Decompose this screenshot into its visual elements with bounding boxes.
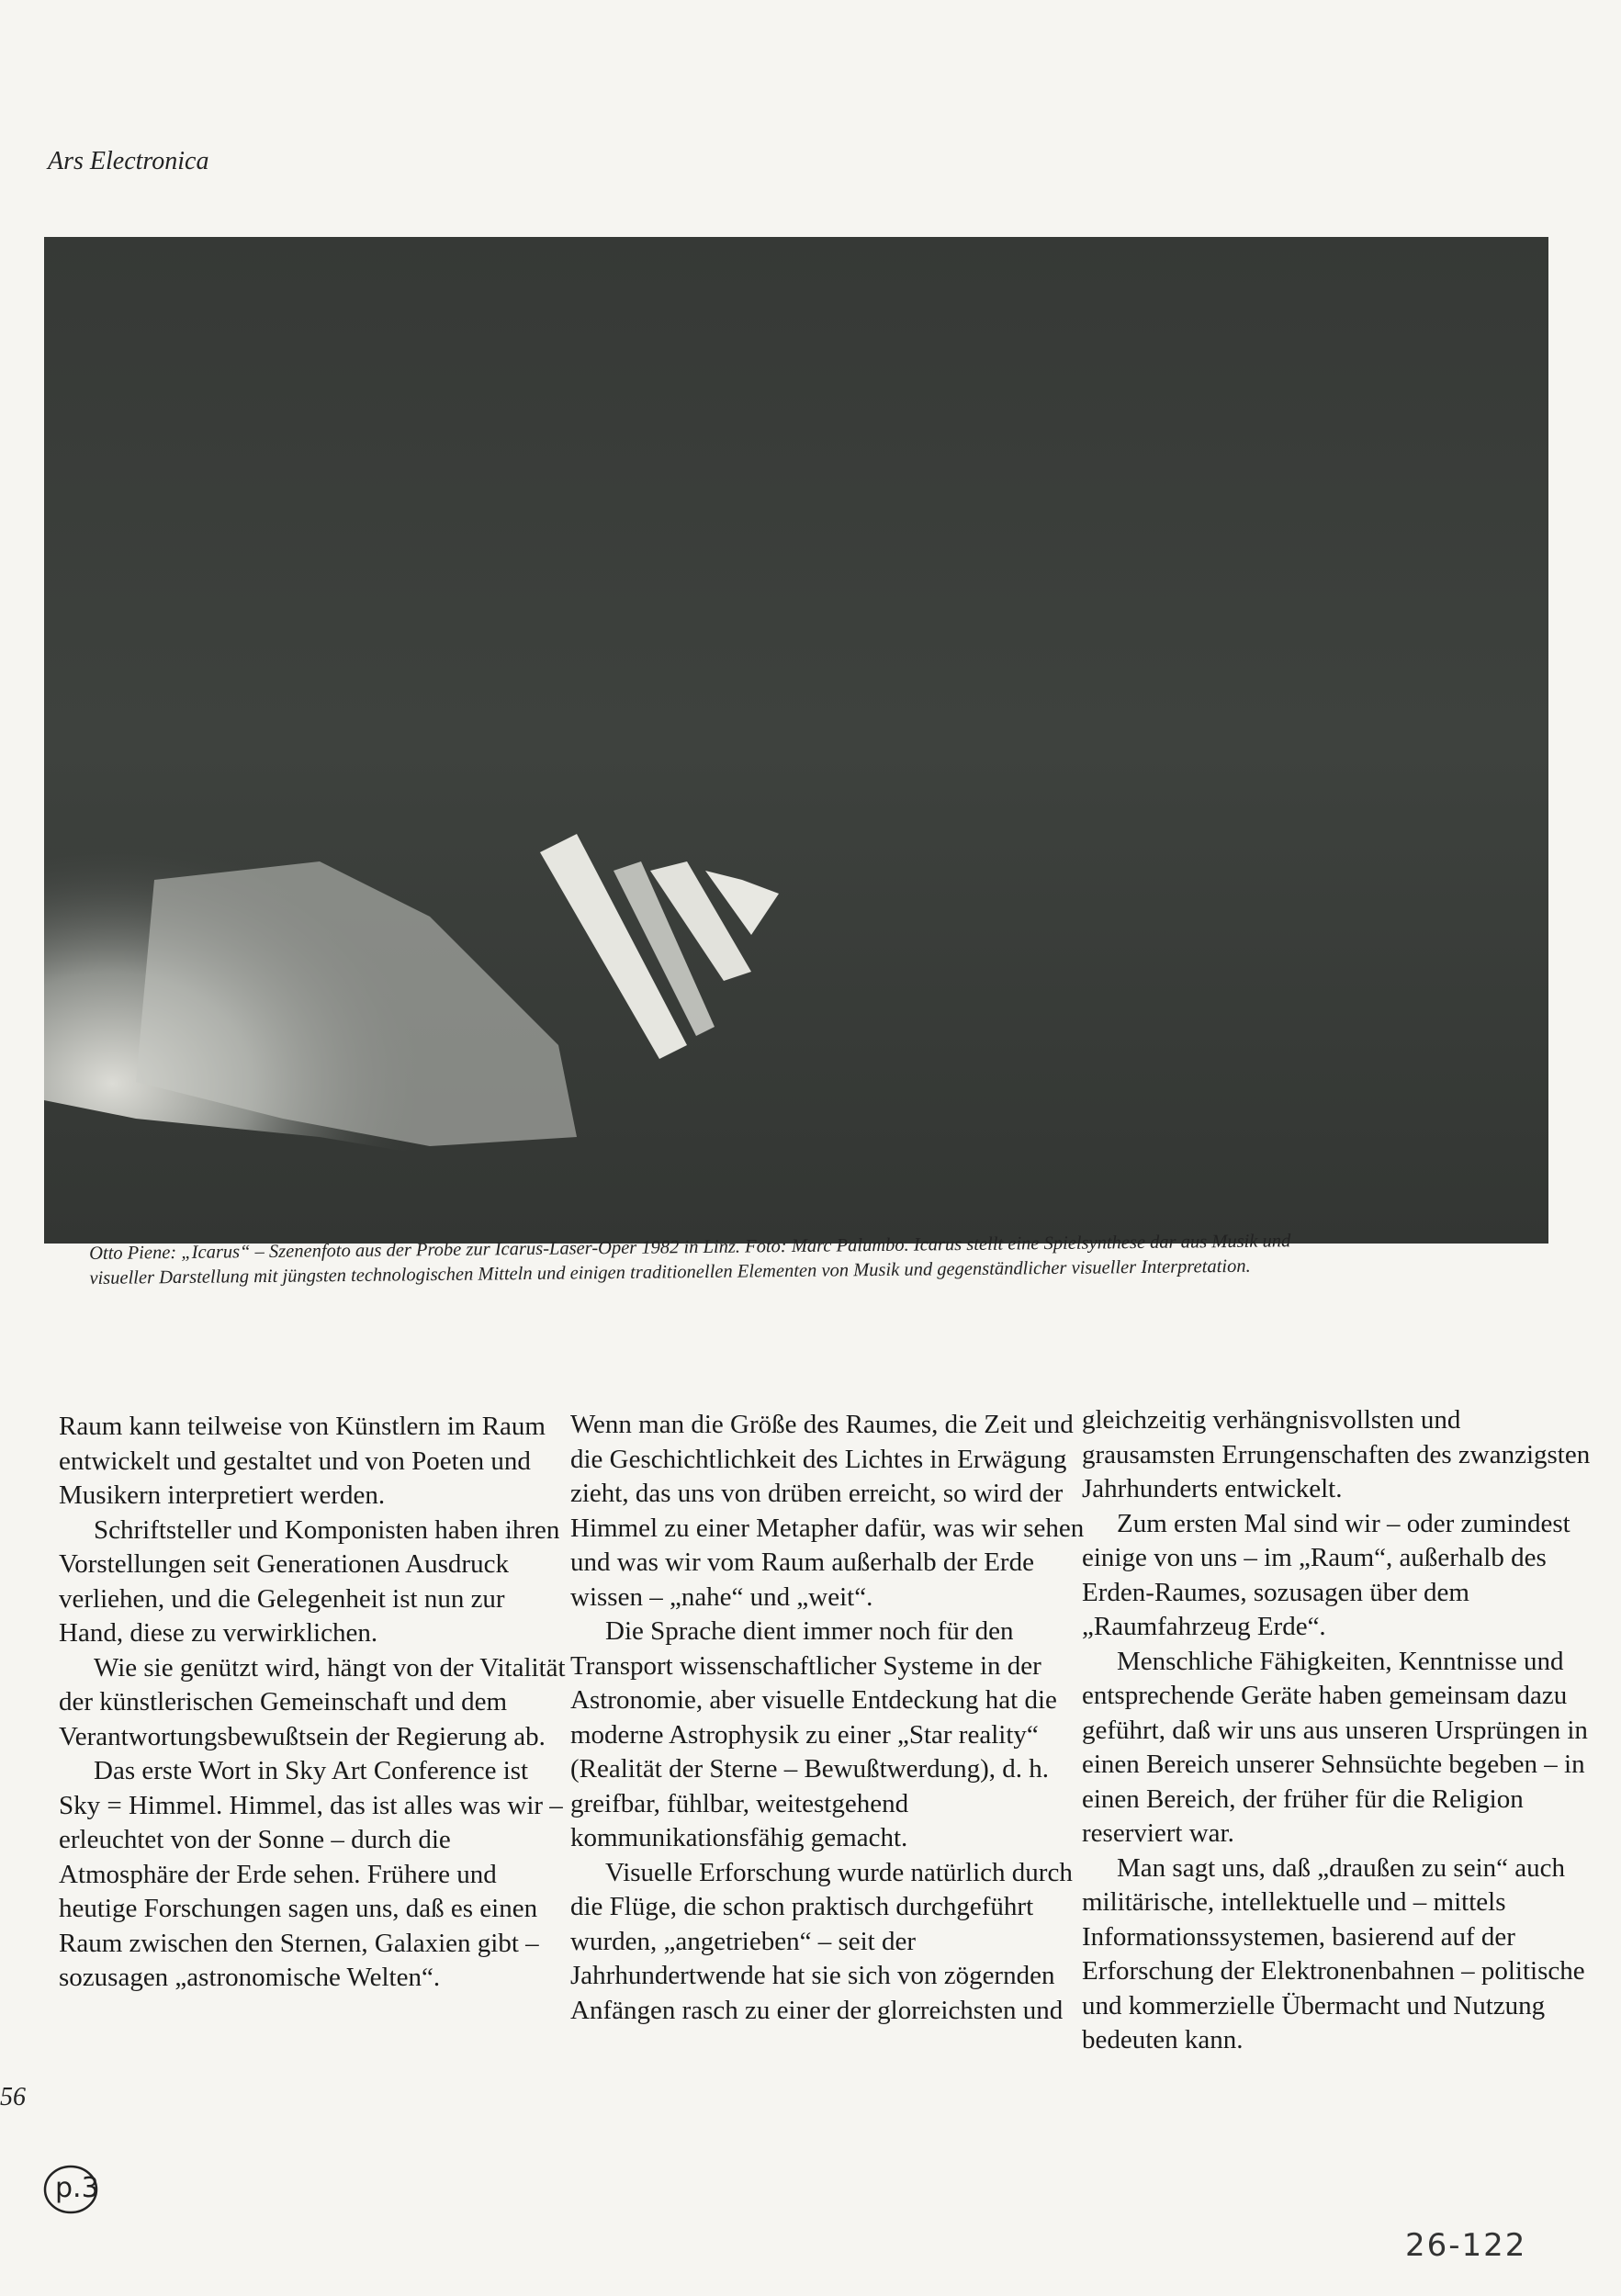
paragraph: gleichzeitig verhängnisvollsten und grausamsten Errungenschaften des zwanzigsten Jahrhunderts entwickelt.	[1082, 1405, 1591, 1503]
paragraph: Wie sie genützt wird, hängt von der Vitalität der künstlerischen Gemeinschaft und dem Verantwortungsbewußtsein der Regierung ab.	[59, 1652, 566, 1751]
handwritten-reference: 26-122	[1405, 2227, 1527, 2264]
paragraph: Visuelle Erforschung wurde natürlich durch die Flüge, die schon praktisch durchgeführt wurden, „angetrieben“ – seit der Jahrhundertwende hat sie sich von zögernden Anfängen rasch zu einer der glorreichsten und	[570, 1857, 1073, 2025]
paragraph: Das erste Wort in Sky Art Conference ist Sky = Himmel. Himmel, das ist alles was wir – erleuchtet von der Sonne – durch die Atmosphäre der Erde sehen. Frühere und heutige Forschungen sagen uns, daß es einen Raum zwischen den Sternen, Galaxien gibt – sozusagen „astronomische Welten“.	[59, 1756, 563, 1992]
paragraph: Die Sprache dient immer noch für den Transport wissenschaftlicher Systeme in der Astronomie, aber visuelle Entdeckung hat die moderne Astrophysik zu einer „Star reality“ (Realität der Sterne – Bewußtwerdung), d. h. greifbar, fühlbar, weitestgehend kommunikationsfähig gemacht.	[570, 1616, 1057, 1852]
text-column-1	[59, 1410, 573, 1996]
running-header: Ars Electronica	[48, 147, 209, 175]
paragraph: Wenn man die Größe des Raumes, die Zeit und die Geschichtlichkeit des Lichtes in Erwägung zieht, das uns von drüben erreicht, so wird der Himmel zu einer Metapher dafür, was wir sehen und was wir vom Raum außerhalb der Erde wissen – „nahe“ und „weit“.	[570, 1410, 1085, 1612]
caption-line-2: visueller Darstellung mit jüngsten technologischen Mitteln und einigen traditionellen Elementen von Musik und gegenständlicher visueller Interpretation.	[89, 1255, 1251, 1289]
paragraph: Raum kann teilweise von Künstlern im Raum entwickelt und gestaltet und von Poeten und Musikern interpretiert werden.	[59, 1412, 546, 1510]
scene-photo	[44, 237, 1548, 1244]
paragraph: Man sagt uns, daß „draußen zu sein“ auch militärische, intellektuelle und – mittels Informationssystemen, basierend auf der Erforschung der Elektronenbahnen – politische und kommerzielle Übermacht und Nutzung bedeuten kann.	[1082, 1852, 1585, 2054]
photo-laser-icarus-icon	[44, 237, 1548, 1244]
paragraph: Menschliche Fähigkeiten, Kenntnisse und entsprechende Geräte haben gemeinsam dazu geführt, daß wir uns aus unseren Ursprüngen in einen Bereich unserer Sehnsüchte begeben – in einen Bereich, der früher für die Religion reserviert war.	[1082, 1646, 1588, 1848]
text-column-2	[570, 1408, 1085, 2028]
handwritten-page-note: p.3	[55, 2172, 99, 2204]
text-column-3	[1082, 1403, 1596, 2058]
page-number: 56	[0, 2083, 26, 2111]
caption-line-1: Otto Piene: „Icarus“ – Szenenfoto aus der Probe zur Icarus-Laser-Oper 1982 in Linz. Foto: Marc Palumbo. Icarus stellt eine Spielsynthese dar aus Musik und	[89, 1231, 1291, 1264]
paragraph: Schriftsteller und Komponisten haben ihren Vorstellungen seit Generationen Ausdruck verliehen, und die Gelegenheit ist nun zur Hand, diese zu verwirklichen.	[59, 1514, 560, 1648]
paragraph: Zum ersten Mal sind wir – oder zumindest einige von uns – im „Raum“, außerhalb des Erden-Raumes, sozusagen über dem „Raumfahrzeug Erde“.	[1082, 1508, 1570, 1641]
